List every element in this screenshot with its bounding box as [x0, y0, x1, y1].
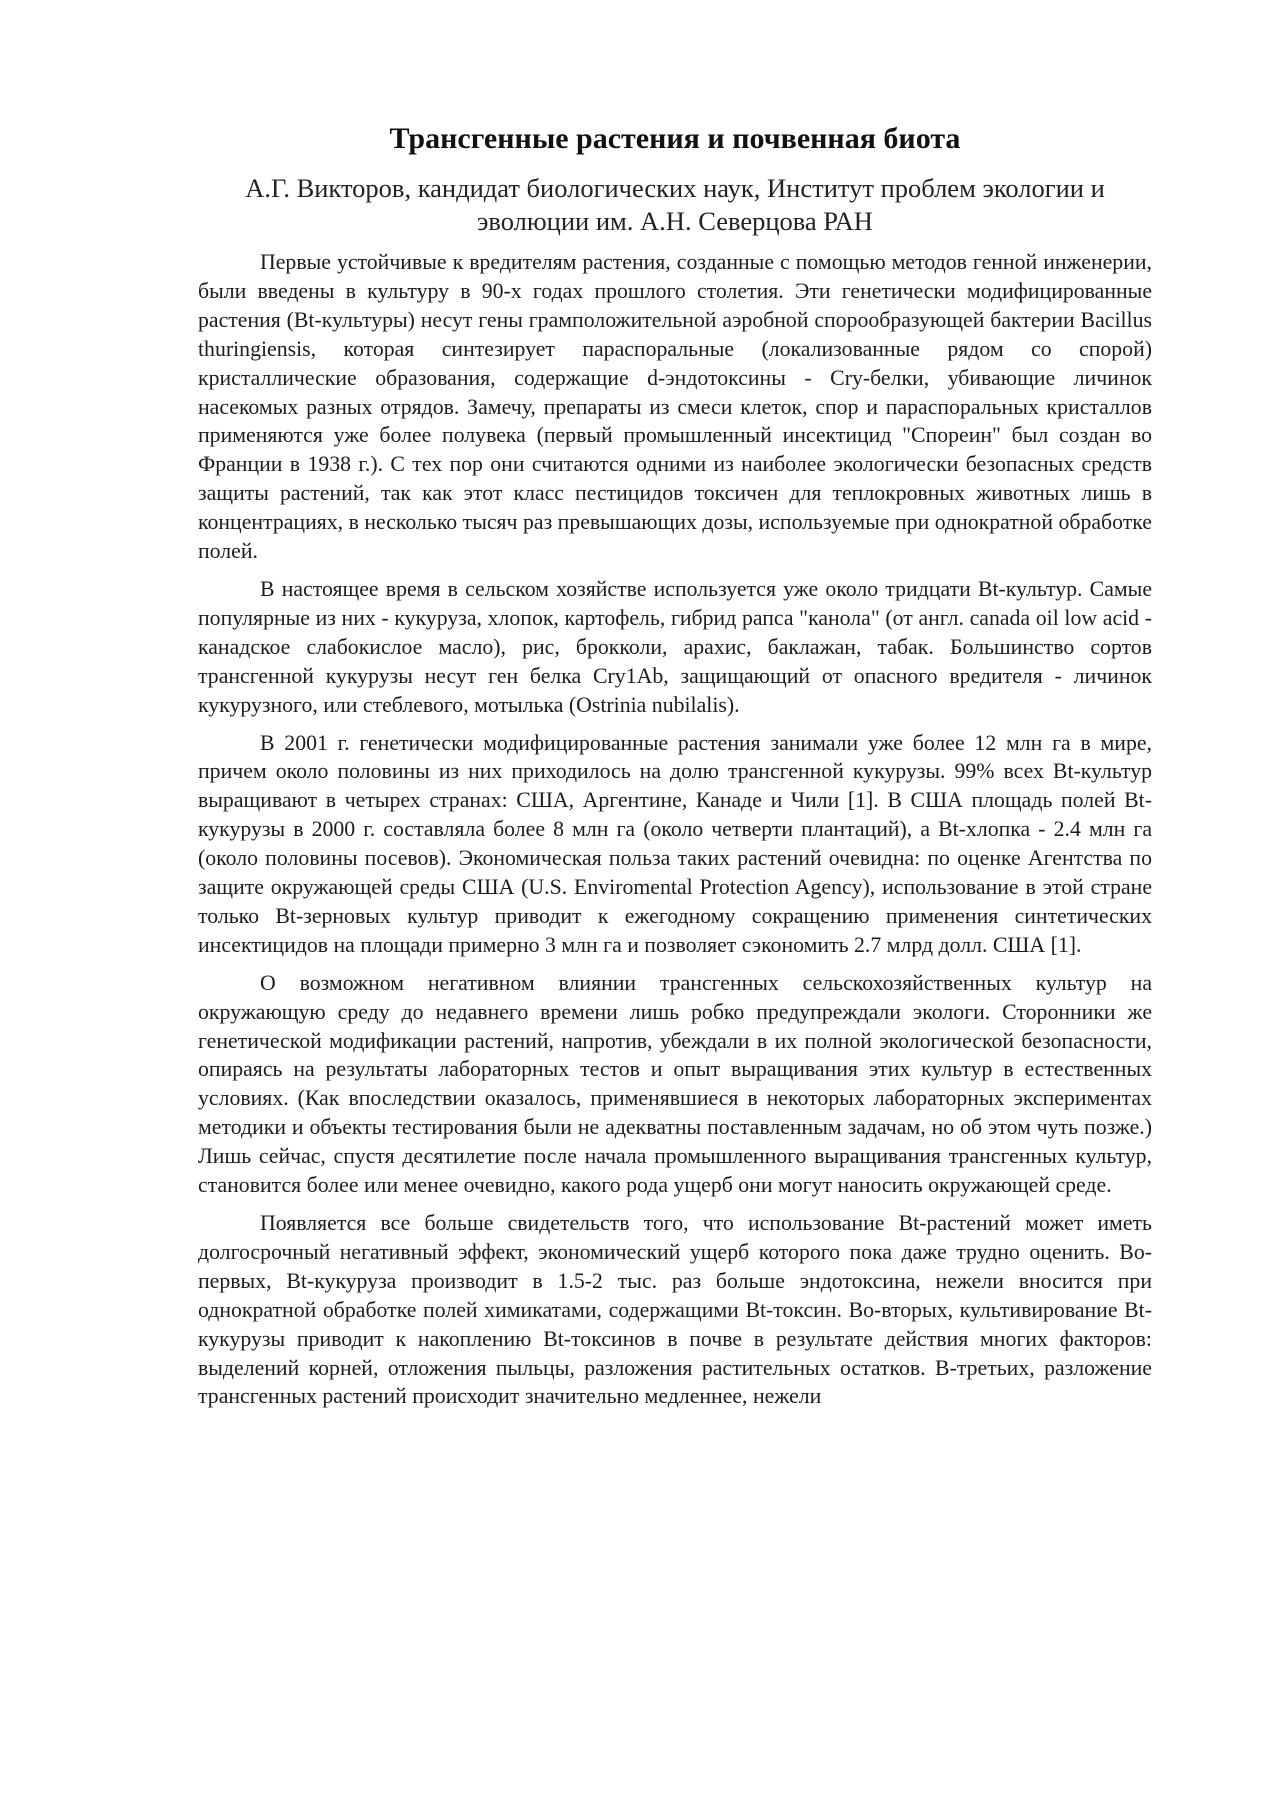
article-title: Трансгенные растения и почвенная биота: [389, 122, 961, 155]
article-body: [198, 118, 1152, 1420]
paragraph-3: В 2001 г. генетически модифицированные растения занимали уже более 12 млн га в мире, причем около половины из них приходилось на долю трансгенной кукурузы. 99% всех Bt-культур выращивают в четырех странах: США, Аргентине, Канаде и Чили [1]. В США площадь полей Bt-кукурузы в 2000 г. составляла более 8 млн га (около четверти плантаций), а Bt-хлопка - 2.4 млн га (около половины посевов). Экономическая польза таких растений очевидна: по оценке Агентства по защите окружающей среды США (U.S. Enviromental Protection Agency), использование в этой стране только Bt-зерновых культур приводит к ежегодному сокращению применения синтетических инсектицидов на площади примерно 3 млн га и позволяет сэкономить 2.7 млрд долл. США [1].: [198, 730, 1152, 957]
paragraph-1: Первые устойчивые к вредителям растения, созданные с помощью методов генной инженерии, были введены в культуру в 90-х годах прошлого столетия. Эти генетически модифицированные растения (Bt-культуры) несут гены грамположительной аэробной спорообразующей бактерии Bacillus thuringiensis, которая синтезирует параспоральные (локализованные рядом со спорой) кристаллические образования, содержащие d-эндотоксины - Cry-белки, убивающие личинок насекомых разных отрядов. Замечу, препараты из смеси клеток, спор и параспоральных кристаллов применяются уже более полувека (первый промышленный инсектицид "Спореин" был создан во Франции в 1938 г.). С тех пор они считаются одними из наиболее экологически безопасных средств защиты растений, так как этот класс пестицидов токсичен для теплокровных животных лишь в концентрациях, в несколько тысяч раз превышающих дозы, используемые при однократной обработке полей.: [198, 250, 1152, 564]
paragraph-2: В настоящее время в сельском хозяйстве используется уже около тридцати Bt-культур. Самые популярные из них - кукуруза, хлопок, картофель, гибрид рапса "канола" (от англ. canada oil low acid - канадское слабокислое масло), рис, брокколи, арахис, баклажан, табак. Большинство сортов трансгенной кукурузы несут ген белка Cry1Ab, защищающий от опасного вредителя - личинок кукурузного, или стеблевого, мотылька (Ostrinia nubilalis).: [198, 576, 1152, 717]
author-affiliation: А.Г. Викторов, кандидат биологических наук, Институт проблем экологии и эволюции им. А.Н. Северцова РАН: [245, 173, 1105, 236]
paragraph-4: О возможном негативном влиянии трансгенных сельскохозяйственных культур на окружающую среду до недавнего времени лишь робко предупреждали экологи. Сторонники же генетической модификации растений, напротив, убеждали в их полной экологической безопасности, опираясь на результаты лабораторных тестов и опыт выращивания этих культур в естественных условиях. (Как впоследствии оказалось, применявшиеся в некоторых лабораторных экспериментах методики и объекты тестирования были не адекватны поставленным задачам, но об этом чуть позже.) Лишь сейчас, спустя десятилетие после начала промышленного выращивания трансгенных культур, становится более или менее очевидно, какого рода ущерб они могут наносить окружающей среде.: [198, 970, 1152, 1198]
paragraph-5: Появляется все больше свидетельств того, что использование Bt-растений может иметь долгосрочный негативный эффект, экономический ущерб которого пока даже трудно оценить. Во-первых, Bt-кукуруза производит в 1.5-2 тыс. раз больше эндотоксина, нежели вносится при однократной обработке полей химикатами, содержащими Bt-токсин. Во-вторых, культивирование Bt-кукурузы приводит к накоплению Bt-токсинов в почве в результате действия многих факторов: выделений корней, отложения пыльцы, разложения растительных остатков. В-третьих, разложение трансгенных растений происходит значительно медленнее, нежели: [198, 1211, 1152, 1409]
